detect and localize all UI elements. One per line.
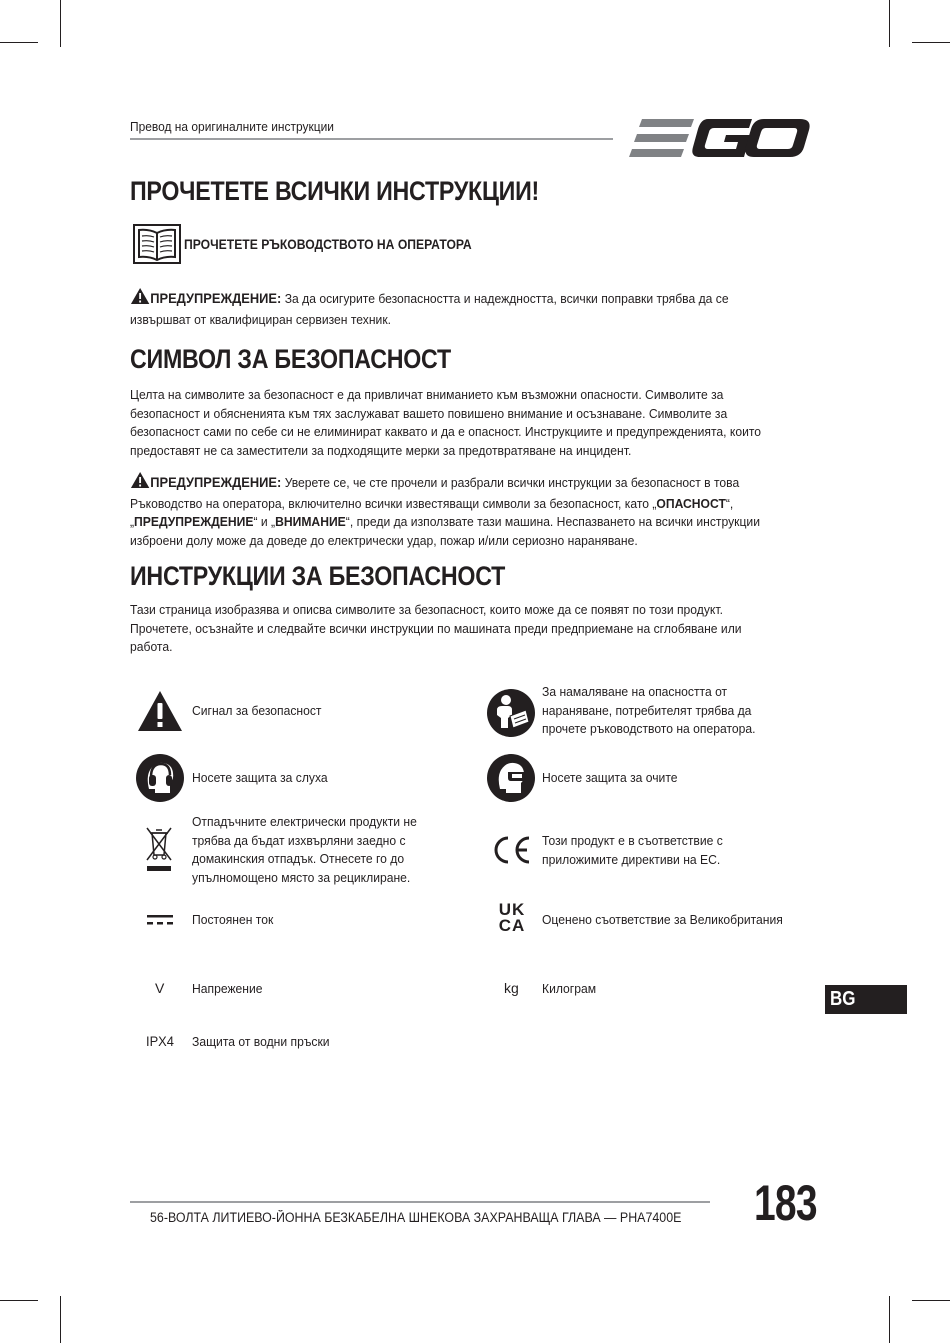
crop-mark (912, 1300, 950, 1301)
ear-protection-icon (135, 753, 185, 808)
volt-symbol: V (155, 980, 165, 996)
service-warning (130, 287, 765, 329)
term-warning: ПРЕДУПРЕЖДЕНИЕ (134, 514, 254, 530)
read-instructions-warning (130, 471, 765, 550)
warning-text: “ и „ (253, 514, 276, 530)
ego-logo (628, 118, 813, 158)
eye-protection-text: Носете защита за очите (542, 770, 678, 785)
term-danger: ОПАСНОСТ (656, 495, 726, 511)
language-tab (825, 985, 907, 1014)
crop-mark (0, 42, 38, 43)
warning-text: “, преди да използвате тази машина. Неспазването на всички инструкции изброени долу може да доведе до електрически удар, пожар и/или сериозно нараняване. (130, 514, 760, 548)
ukca-mark-icon (495, 902, 529, 934)
warning-label: ПРЕДУПРЕЖДЕНИЕ: (150, 290, 282, 306)
warning-text: За да осигурите безопасността и надеждността, всички поправки трябва да се извършват от квалифициран сервизен техник. (130, 291, 729, 327)
read-manual-text: За намаляване на опасността от нараняване, потребителят трябва да прочете ръководството на оператора. (542, 684, 756, 737)
ce-mark-icon (491, 834, 531, 871)
footer-product-title: 56-ВОЛТА ЛИТИЕВО-ЙОННА БЕЗКАБЕЛНА ШНЕКОВА ЗАХРАНВАЩА ГЛАВА — PHA7400E (150, 1210, 682, 1225)
eye-protection-icon (486, 753, 536, 808)
kg-symbol: kg (504, 980, 519, 996)
crop-mark (60, 0, 61, 47)
warning-text: Уверете се, че сте прочели и разбрали всички инструкции за безопасност в това Ръководство на оператора, включително всички известяващи символи за безопасност, като „ (130, 475, 740, 511)
volt-text: Напрежение (192, 981, 263, 996)
ipx4-symbol: IPX4 (146, 1033, 174, 1049)
ukca-bottom: CA (498, 916, 526, 935)
crop-mark (912, 42, 950, 43)
crop-mark (0, 1300, 38, 1301)
safety-alert-text: Сигнал за безопасност (192, 703, 322, 718)
crop-mark (60, 1296, 61, 1343)
term-caution: ВНИМАНИЕ (275, 514, 346, 530)
read-manual-label: ПРОЧЕТЕТЕ РЪКОВОДСТВОТО НА ОПЕРАТОРА (184, 237, 472, 252)
ukca-text: Оценено съответствие за Великобритания (542, 912, 783, 927)
ce-text: Този продукт е в съответствие с приложимите директиви на ЕС. (542, 833, 723, 867)
footer-rule (130, 1201, 710, 1203)
kg-text: Килограм (542, 981, 597, 996)
read-manual-icon (486, 688, 536, 743)
warning-triangle-icon (130, 471, 150, 495)
safety-symbol-intro: Целта на символите за безопасност е да привличат вниманието към възможни опасности. Символите за безопасност и обясненията към тях заслужават вашето повишено внимание и осъзнаване. Символите за безопасност сами по себе си не елиминират каквато и да е опасност. Инструкциите и предупрежденията, които предоставят не са заместители за подходящите мерки за предотвратяване на инцидент. (130, 387, 762, 458)
warning-triangle-icon (137, 690, 183, 737)
safety-symbol-heading: СИМВОЛ ЗА БЕЗОПАСНОСТ (130, 344, 451, 374)
header-rule (130, 138, 613, 140)
crop-mark (889, 0, 890, 47)
ear-protection-text: Носете защита за слуха (192, 770, 328, 785)
language-tab-label: BG (830, 988, 856, 1010)
safety-instructions-heading: ИНСТРУКЦИИ ЗА БЕЗОПАСНОСТ (130, 561, 506, 591)
read-all-instructions-heading: ПРОЧЕТЕТЕ ВСИЧКИ ИНСТРУКЦИИ! (130, 176, 539, 206)
warning-text: “, „ (130, 495, 734, 530)
dc-text: Постоянен ток (192, 912, 274, 927)
book-icon (133, 224, 181, 264)
header-subtitle: Превод на оригиналните инструкции (130, 119, 334, 134)
page-number: 183 (754, 1175, 817, 1231)
weee-text: Отпадъчните електрически продукти не трябва да бъдат изхвърляни заедно с домакинския отпадък. Отнесете го до упълномощено място за рециклиране. (192, 814, 417, 885)
crop-mark (889, 1296, 890, 1343)
crossed-bin-icon (144, 825, 174, 878)
direct-current-icon (147, 913, 173, 932)
warning-triangle-icon (130, 287, 150, 311)
ukca-top: UK (498, 900, 526, 919)
warning-label: ПРЕДУПРЕЖДЕНИЕ: (150, 474, 282, 490)
safety-instructions-intro: Тази страница изобразява и описва символите за безопасност, които може да се появят по този продукт. Прочетете, осъзнайте и следвайте всички инструкции по машината преди предприемане на сглобяване или работа. (130, 602, 742, 655)
ipx4-text: Защита от водни пръски (192, 1034, 330, 1049)
